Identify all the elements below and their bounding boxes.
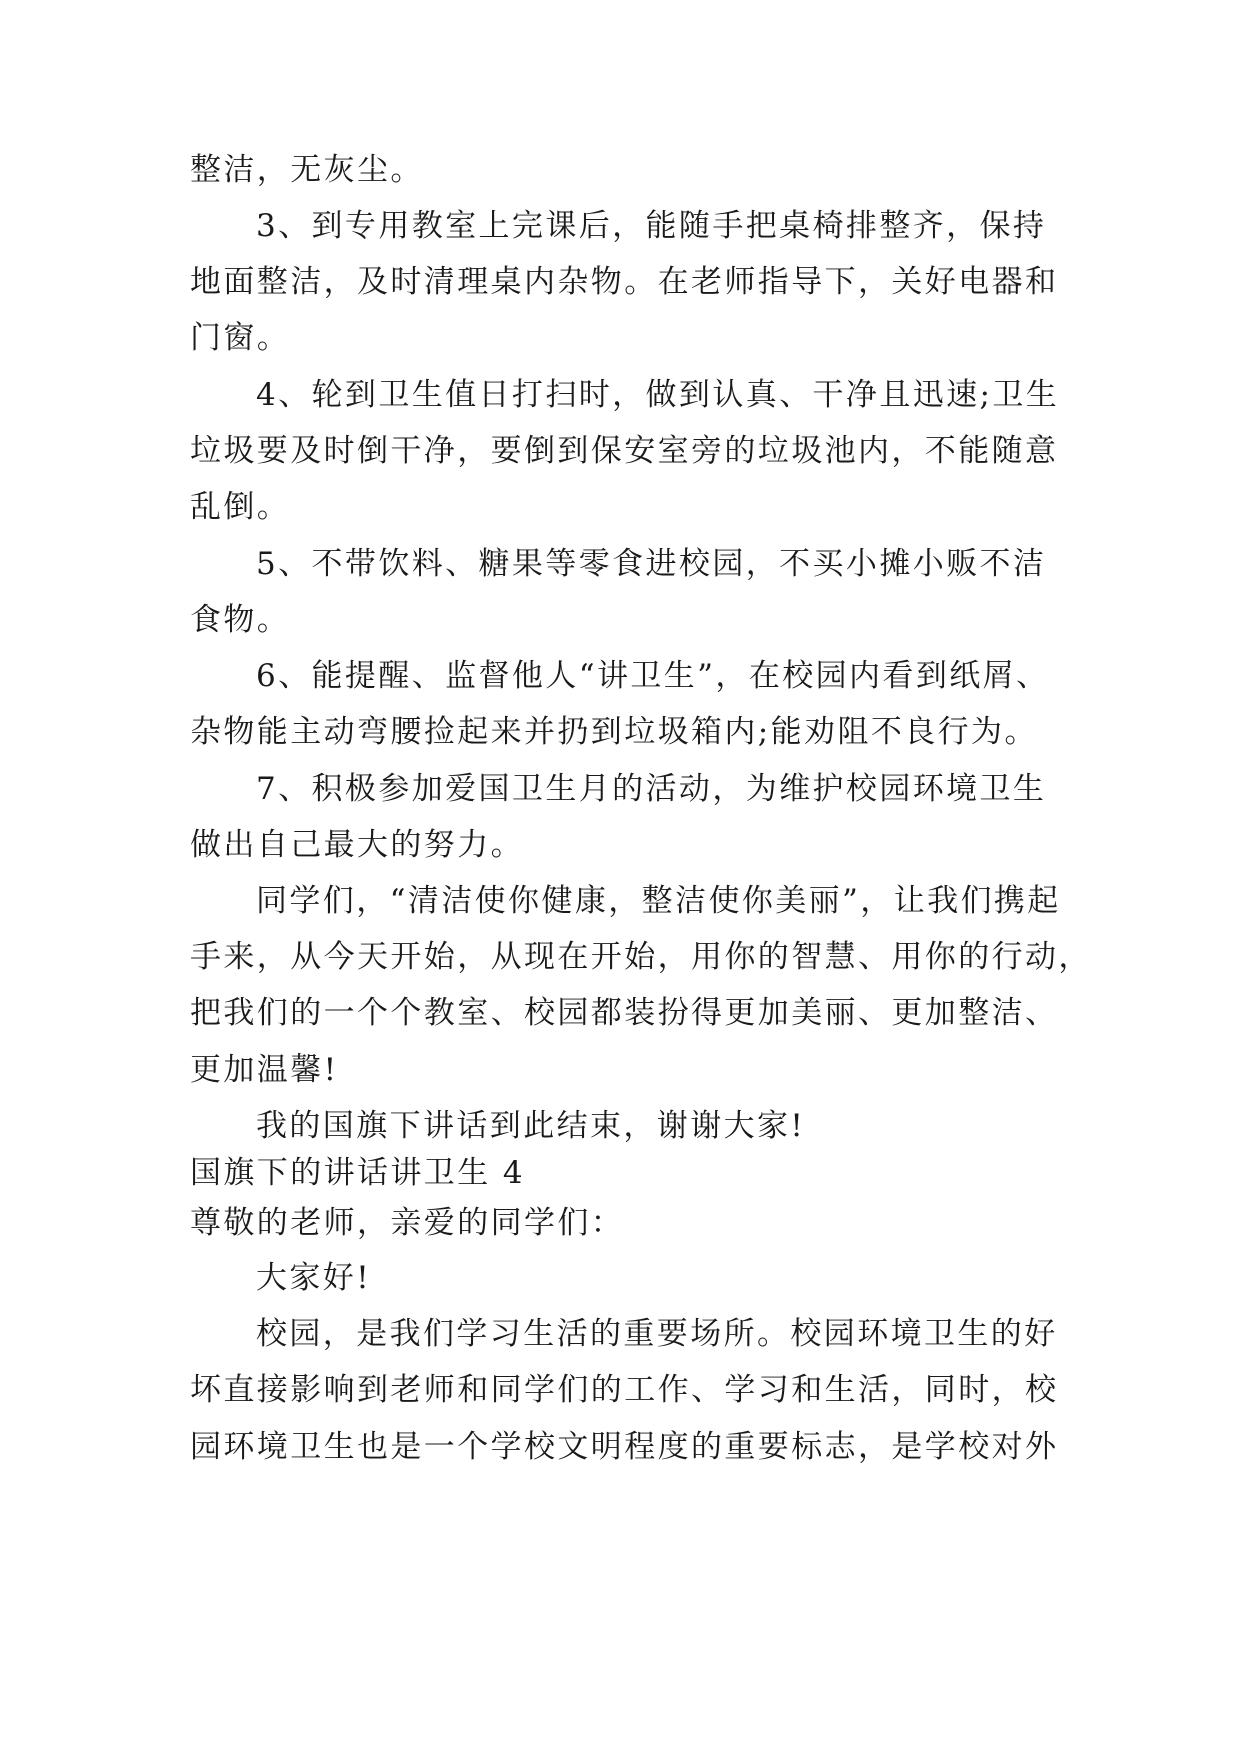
text-line: 杂物能主动弯腰捡起来并扔到垃圾箱内;能劝阻不良行为。 — [190, 714, 1038, 750]
text-line: 4、轮到卫生值日打扫时，做到认真、干净且迅速;卫生 — [256, 377, 1060, 413]
text-line: 坏直接影响到老师和同学们的工作、学习和生活，同时，校 — [190, 1372, 1059, 1408]
text-line: 把我们的一个个教室、校园都装扮得更加美丽、更加整洁、 — [190, 995, 1059, 1031]
text-line: 地面整洁，及时清理桌内杂物。在老师指导下，关好电器和 — [190, 264, 1059, 300]
text-line: 做出自己最大的努力。 — [190, 827, 524, 863]
text-line: 乱倒。 — [190, 489, 291, 525]
text-line: 更加温馨! — [190, 1052, 339, 1088]
section-title: 国旗下的讲话讲卫生 4 — [190, 1155, 525, 1191]
text-line: 5、不带饮料、糖果等零食进校园，不买小摊小贩不洁 — [256, 546, 1047, 582]
salutation: 尊敬的老师，亲爱的同学们： — [190, 1205, 625, 1241]
text-line: 我的国旗下讲话到此结束，谢谢大家! — [256, 1108, 806, 1144]
text-line: 整洁，无灰尘。 — [190, 152, 424, 188]
text-line: 门窗。 — [190, 320, 291, 356]
text-line: 3、到专用教室上完课后，能随手把桌椅排整齐，保持 — [256, 208, 1047, 244]
text-line: 7、积极参加爱国卫生月的活动，为维护校园环境卫生 — [256, 771, 1047, 807]
text-line: 校园，是我们学习生活的重要场所。校园环境卫生的好 — [256, 1316, 1058, 1352]
text-line: 垃圾要及时倒干净，要倒到保安室旁的垃圾池内，不能随意 — [190, 433, 1059, 469]
text-line: 手来，从今天开始，从现在开始，用你的智慧、用你的行动， — [190, 939, 1092, 975]
text-line: 食物。 — [190, 602, 291, 638]
greeting: 大家好! — [256, 1260, 372, 1296]
text-line: 同学们，“清洁使你健康，整洁使你美丽”，让我们携起 — [256, 883, 1061, 919]
text-line: 园环境卫生也是一个学校文明程度的重要标志，是学校对外 — [190, 1429, 1059, 1465]
text-line: 6、能提醒、监督他人“讲卫生”，在校园内看到纸屑、 — [256, 658, 1050, 694]
